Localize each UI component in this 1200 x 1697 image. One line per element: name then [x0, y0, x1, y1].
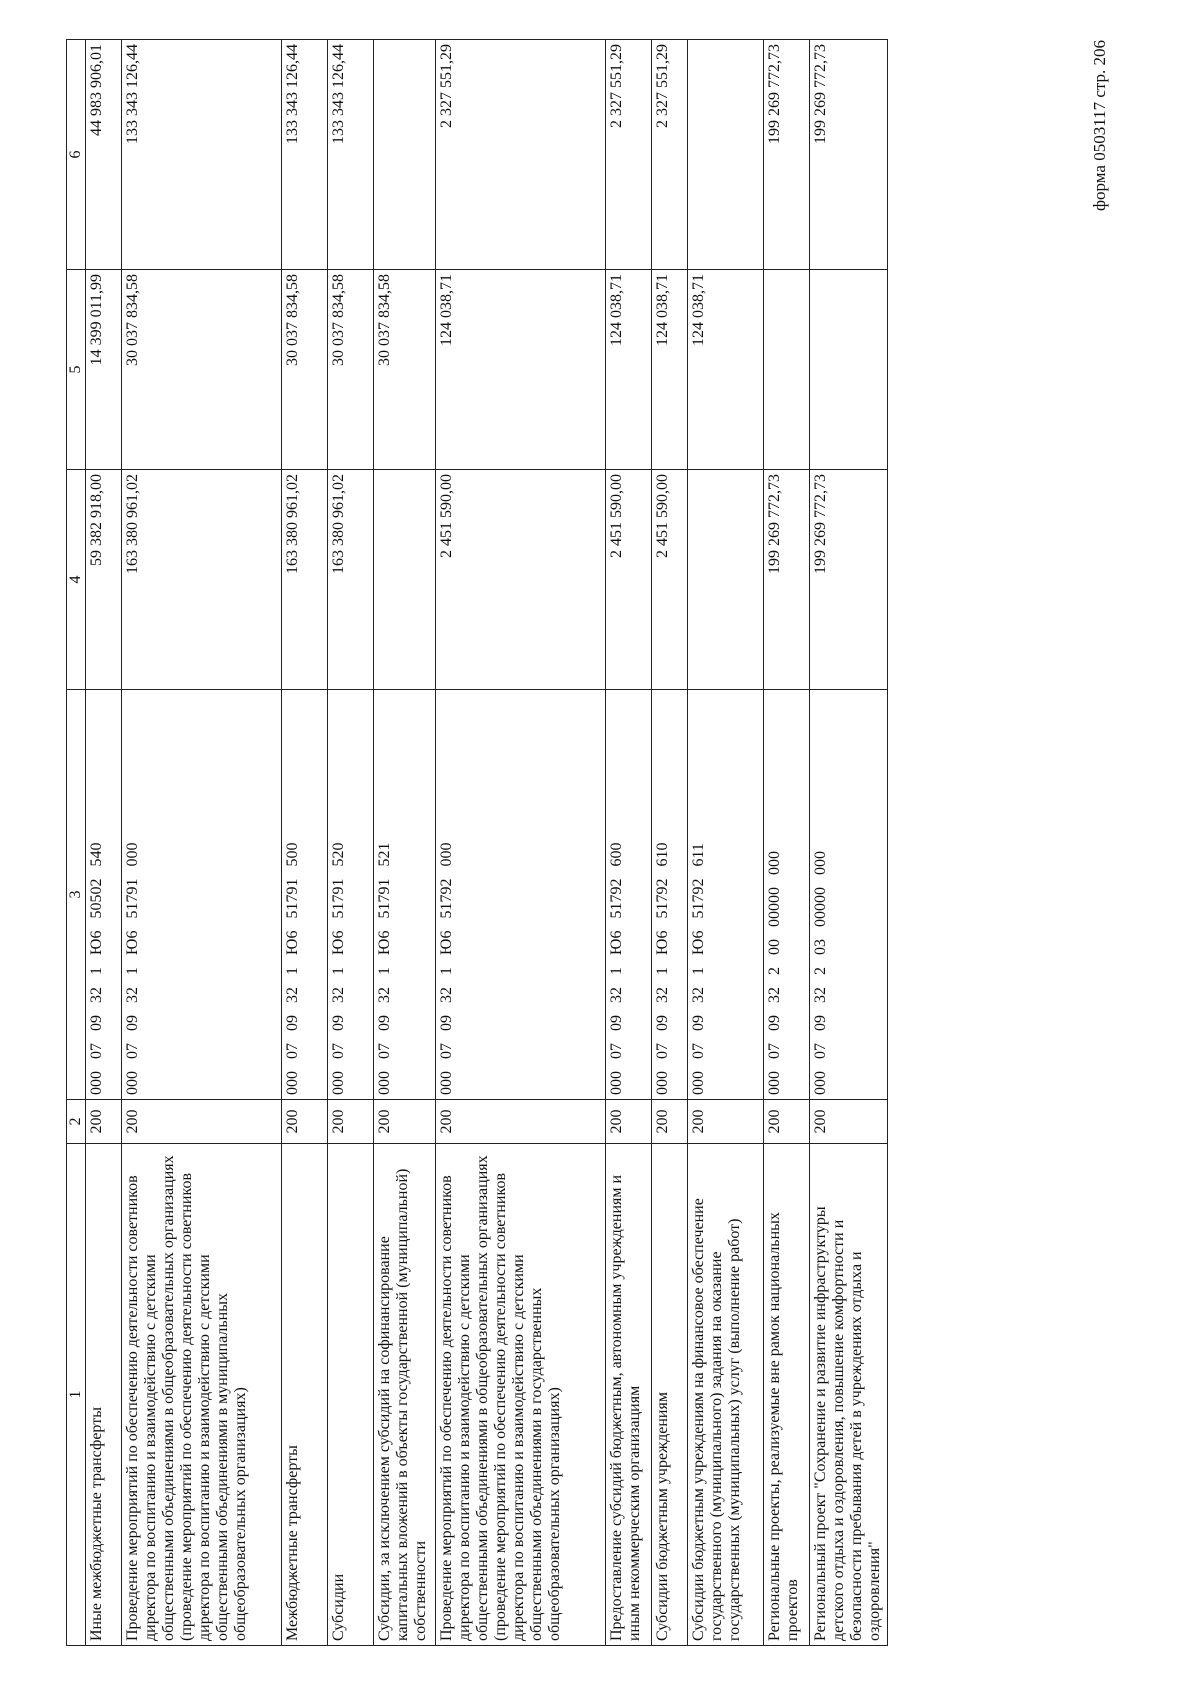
code-part: Ю6 [330, 930, 347, 955]
code-part: 07 [690, 1043, 707, 1059]
code-part: Ю6 [608, 930, 625, 955]
code-part: 09 [376, 1015, 393, 1031]
code-part: 000 [812, 851, 829, 875]
code-part: 00000 [812, 887, 829, 927]
classification-code [652, 690, 688, 1100]
code-part: 32 [284, 987, 301, 1003]
unexecuted-amount: 199 269 772,73 [810, 40, 888, 270]
row-name: Региональные проекты, реализуемые вне рамок национальных проектов [764, 1144, 810, 1646]
line-code: 200 [764, 1100, 810, 1144]
classification-code [606, 690, 652, 1100]
unexecuted-amount: 2 327 551,29 [436, 40, 606, 270]
code-part: 07 [438, 1043, 455, 1059]
code-part: 1 [438, 967, 455, 975]
code-part: 51791 [284, 878, 301, 919]
row-name: Межбюджетные трансферты [282, 1144, 328, 1646]
code-part: 07 [88, 1043, 105, 1059]
code-part: 07 [608, 1043, 625, 1059]
code-part: 520 [330, 842, 347, 867]
code-part: 32 [608, 987, 625, 1003]
unexecuted-amount: 133 343 126,44 [122, 40, 282, 270]
table-row [652, 40, 688, 1646]
code-part: 000 [330, 1071, 347, 1095]
code-part: 51792 [438, 878, 455, 919]
code-part: 610 [654, 842, 671, 867]
code-part: 09 [654, 1015, 671, 1031]
code-part: 32 [438, 987, 455, 1003]
approved-amount: 59 382 918,00 [86, 470, 122, 690]
row-name: Субсидии бюджетным учреждениям [652, 1144, 688, 1646]
table-row [374, 40, 436, 1646]
executed-amount: 124 038,71 [606, 270, 652, 470]
code-part: 09 [690, 1015, 707, 1031]
code-part: 1 [376, 967, 393, 975]
column-header: 1 [67, 1144, 86, 1646]
table-row [606, 40, 652, 1646]
row-name: Иные межбюджетные трансферты [86, 1144, 122, 1646]
executed-amount: 30 037 834,58 [282, 270, 328, 470]
code-part: 600 [608, 842, 625, 867]
column-number-row [67, 40, 86, 1646]
code-part: 32 [654, 987, 671, 1003]
code-part: 51791 [376, 878, 393, 919]
executed-amount: 124 038,71 [652, 270, 688, 470]
column-header: 5 [67, 270, 86, 470]
code-part: 32 [690, 987, 707, 1003]
line-code: 200 [606, 1100, 652, 1144]
code-part: 540 [88, 842, 105, 867]
code-part: 51792 [654, 878, 671, 919]
executed-amount: 30 037 834,58 [374, 270, 436, 470]
approved-amount [688, 470, 764, 690]
table-body [86, 40, 888, 1646]
unexecuted-amount: 133 343 126,44 [282, 40, 328, 270]
executed-amount: 30 037 834,58 [328, 270, 374, 470]
approved-amount: 163 380 961,02 [328, 470, 374, 690]
code-part: 32 [124, 987, 141, 1003]
classification-code [86, 690, 122, 1100]
code-part: Ю6 [690, 930, 707, 955]
unexecuted-amount: 2 327 551,29 [606, 40, 652, 270]
approved-amount [374, 470, 436, 690]
line-code: 200 [374, 1100, 436, 1144]
executed-amount: 124 038,71 [688, 270, 764, 470]
row-name: Субсидии, за исключением субсидий на софинансирование капитальных вложений в объекты государственной (муниципальной) собственности [374, 1144, 436, 1646]
form-label: форма 0503117 стр. 206 [1090, 40, 1109, 211]
executed-amount: 30 037 834,58 [122, 270, 282, 470]
line-code: 200 [652, 1100, 688, 1144]
report-table-wrapper [66, 40, 1142, 1646]
table-row [436, 40, 606, 1646]
code-part: 00000 [766, 887, 783, 927]
row-name: Проведение мероприятий по обеспечению деятельности советников директора по воспитанию и взаимодействию с детскими общественными объединениями в общеобразовательных организациях (проведение мероприятий по обеспечению деятельности советников директора по воспитанию и взаимодействию с детскими общественными объединениями в муниципальных общеобразовательных организациях) [122, 1144, 282, 1646]
code-part: Ю6 [124, 930, 141, 955]
code-part: Ю6 [438, 930, 455, 955]
code-part: 32 [766, 987, 783, 1003]
code-part: 500 [284, 842, 301, 867]
code-part: 09 [88, 1015, 105, 1031]
code-part: 07 [124, 1043, 141, 1059]
code-part: 000 [812, 1071, 829, 1095]
executed-amount [764, 270, 810, 470]
column-header: 6 [67, 40, 86, 270]
code-part: 50502 [88, 878, 105, 919]
unexecuted-amount: 133 343 126,44 [328, 40, 374, 270]
code-part: 000 [608, 1071, 625, 1095]
classification-code [328, 690, 374, 1100]
code-part: 000 [376, 1071, 393, 1095]
code-part: 1 [124, 967, 141, 975]
code-part: 51791 [124, 878, 141, 919]
classification-code [122, 690, 282, 1100]
code-part: Ю6 [284, 930, 301, 955]
table-row [122, 40, 282, 1646]
approved-amount: 163 380 961,02 [122, 470, 282, 690]
code-part: 000 [124, 1071, 141, 1095]
line-code: 200 [328, 1100, 374, 1144]
line-code: 200 [122, 1100, 282, 1144]
unexecuted-amount: 2 327 551,29 [652, 40, 688, 270]
line-code: 200 [436, 1100, 606, 1144]
code-part: 2 [812, 967, 829, 975]
code-part: 09 [438, 1015, 455, 1031]
code-part: 07 [812, 1043, 829, 1059]
code-part: 000 [690, 1071, 707, 1095]
table-row [282, 40, 328, 1646]
row-name: Региональный проект "Сохранение и развитие инфраструктуры детского отдыха и оздоровления, повышение комфортности и безопасности пребывания детей в учреждениях отдыха и оздоровления" [810, 1144, 888, 1646]
code-part: 07 [284, 1043, 301, 1059]
row-name: Проведение мероприятий по обеспечению деятельности советников директора по воспитанию и взаимодействию с детскими общественными объединениями в общеобразовательных организациях (проведение мероприятий по обеспечению деятельности советников директора по воспитанию и взаимодействию с детскими общественными объединениями в государственных общеобразовательных организациях) [436, 1144, 606, 1646]
code-part: 51791 [330, 878, 347, 919]
code-part: 000 [766, 1071, 783, 1095]
line-code: 200 [86, 1100, 122, 1144]
table-row [810, 40, 888, 1646]
classification-code [810, 690, 888, 1100]
code-part: 2 [766, 967, 783, 975]
classification-code [282, 690, 328, 1100]
unexecuted-amount [374, 40, 436, 270]
executed-amount: 124 038,71 [436, 270, 606, 470]
row-name: Предоставление субсидий бюджетным, автономным учреждениям и иным некоммерческим организациям [606, 1144, 652, 1646]
code-part: 51792 [690, 878, 707, 919]
approved-amount: 163 380 961,02 [282, 470, 328, 690]
code-part: 09 [124, 1015, 141, 1031]
code-part: 1 [284, 967, 301, 975]
classification-code [436, 690, 606, 1100]
classification-code [374, 690, 436, 1100]
column-header: 3 [67, 690, 86, 1100]
approved-amount: 199 269 772,73 [810, 470, 888, 690]
report-table [66, 39, 888, 1646]
approved-amount: 2 451 590,00 [652, 470, 688, 690]
code-part: 1 [608, 967, 625, 975]
code-part: 07 [376, 1043, 393, 1059]
classification-code [764, 690, 810, 1100]
approved-amount: 199 269 772,73 [764, 470, 810, 690]
code-part: 07 [330, 1043, 347, 1059]
unexecuted-amount [688, 40, 764, 270]
code-part: 1 [330, 967, 347, 975]
code-part: Ю6 [376, 930, 393, 955]
code-part: 000 [766, 851, 783, 875]
code-part: 09 [766, 1015, 783, 1031]
approved-amount: 2 451 590,00 [436, 470, 606, 690]
table-row [86, 40, 122, 1646]
code-part: 09 [330, 1015, 347, 1031]
executed-amount [810, 270, 888, 470]
code-part: 03 [812, 939, 829, 955]
code-part: 1 [690, 967, 707, 975]
code-part: 51792 [608, 878, 625, 919]
column-header: 4 [67, 470, 86, 690]
line-code: 200 [810, 1100, 888, 1144]
table-row [764, 40, 810, 1646]
code-part: 000 [88, 1071, 105, 1095]
code-part: 07 [654, 1043, 671, 1059]
code-part: 32 [812, 987, 829, 1003]
code-part: 000 [284, 1071, 301, 1095]
line-code: 200 [282, 1100, 328, 1144]
row-name: Субсидии бюджетным учреждениям на финансовое обеспечение государственного (муниципального) задания на оказание государственных (муниципальных) услуг (выполнение работ) [688, 1144, 764, 1646]
code-part: 32 [330, 987, 347, 1003]
code-part: 611 [690, 843, 707, 867]
code-part: 000 [124, 842, 141, 867]
code-part: 521 [376, 842, 393, 867]
line-code: 200 [688, 1100, 764, 1144]
table-row [328, 40, 374, 1646]
code-part: 00 [766, 939, 783, 955]
table-row [688, 40, 764, 1646]
column-header: 2 [67, 1100, 86, 1144]
code-part: 32 [88, 987, 105, 1003]
executed-amount: 14 399 011,99 [86, 270, 122, 470]
code-part: 000 [654, 1071, 671, 1095]
unexecuted-amount: 199 269 772,73 [764, 40, 810, 270]
approved-amount: 2 451 590,00 [606, 470, 652, 690]
code-part: 09 [284, 1015, 301, 1031]
code-part: 1 [654, 967, 671, 975]
code-part: 09 [608, 1015, 625, 1031]
code-part: 000 [438, 1071, 455, 1095]
unexecuted-amount: 44 983 906,01 [86, 40, 122, 270]
code-part: 1 [88, 967, 105, 975]
code-part: 000 [438, 842, 455, 867]
classification-code [688, 690, 764, 1100]
code-part: 32 [376, 987, 393, 1003]
code-part: Ю6 [654, 930, 671, 955]
code-part: Ю6 [88, 930, 105, 955]
code-part: 09 [812, 1015, 829, 1031]
code-part: 07 [766, 1043, 783, 1059]
row-name: Субсидии [328, 1144, 374, 1646]
